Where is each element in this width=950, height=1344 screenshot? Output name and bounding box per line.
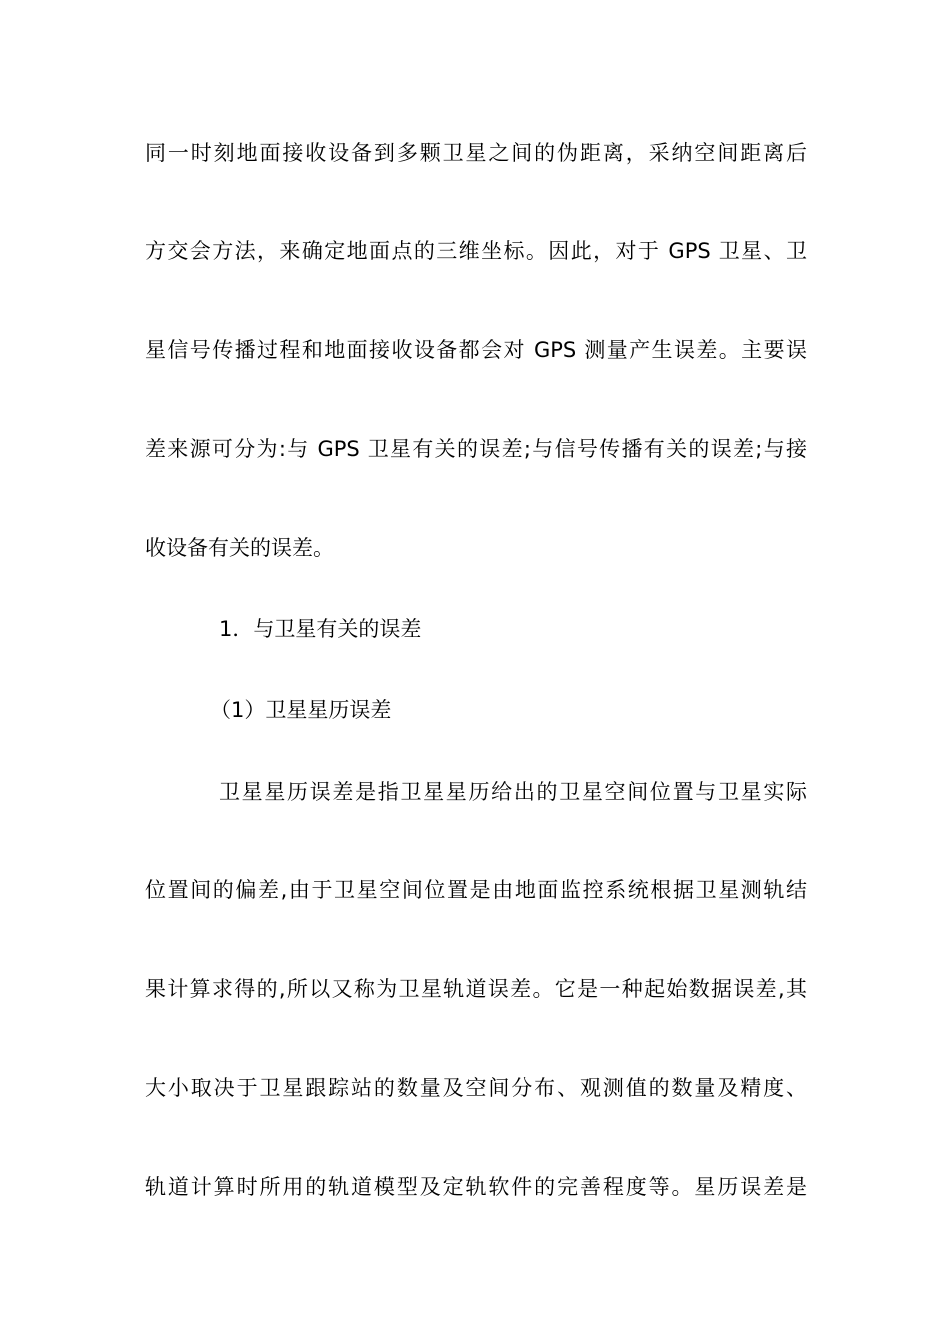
subsection-heading: （1）卫星星历误差 (210, 698, 392, 722)
paragraph-2-line-1: 卫星星历误差是指卫星星历给出的卫星空间位置与卫星实际 (219, 780, 807, 804)
paragraph-1-line-1: 同一时刻地面接收设备到多颗卫星之间的伪距离，采纳空间距离后 (145, 141, 807, 165)
paragraph-2-line-2: 位置间的偏差,由于卫星空间位置是由地面监控系统根据卫星测轨结 (145, 878, 807, 902)
paragraph-1-line-5: 收设备有关的误差。 (145, 536, 334, 560)
paragraph-2-line-5: 轨道计算时所用的轨道模型及定轨软件的完善程度等。星历误差是 (145, 1175, 807, 1199)
paragraph-1-line-2: 方交会方法，来确定地面点的三维坐标。因此，对于 GPS 卫星、卫 (145, 239, 807, 263)
paragraph-2-line-3: 果计算求得的,所以又称为卫星轨道误差。它是一种起始数据误差,其 (145, 977, 807, 1001)
paragraph-2-line-4: 大小取决于卫星跟踪站的数量及空间分布、观测值的数量及精度、 (145, 1076, 807, 1100)
paragraph-1-line-3: 星信号传播过程和地面接收设备都会对 GPS 测量产生误差。主要误 (145, 338, 807, 362)
paragraph-1-line-4: 差来源可分为:与 GPS 卫星有关的误差;与信号传播有关的误差;与接 (145, 437, 807, 461)
section-heading: 1．与卫星有关的误差 (219, 617, 422, 641)
